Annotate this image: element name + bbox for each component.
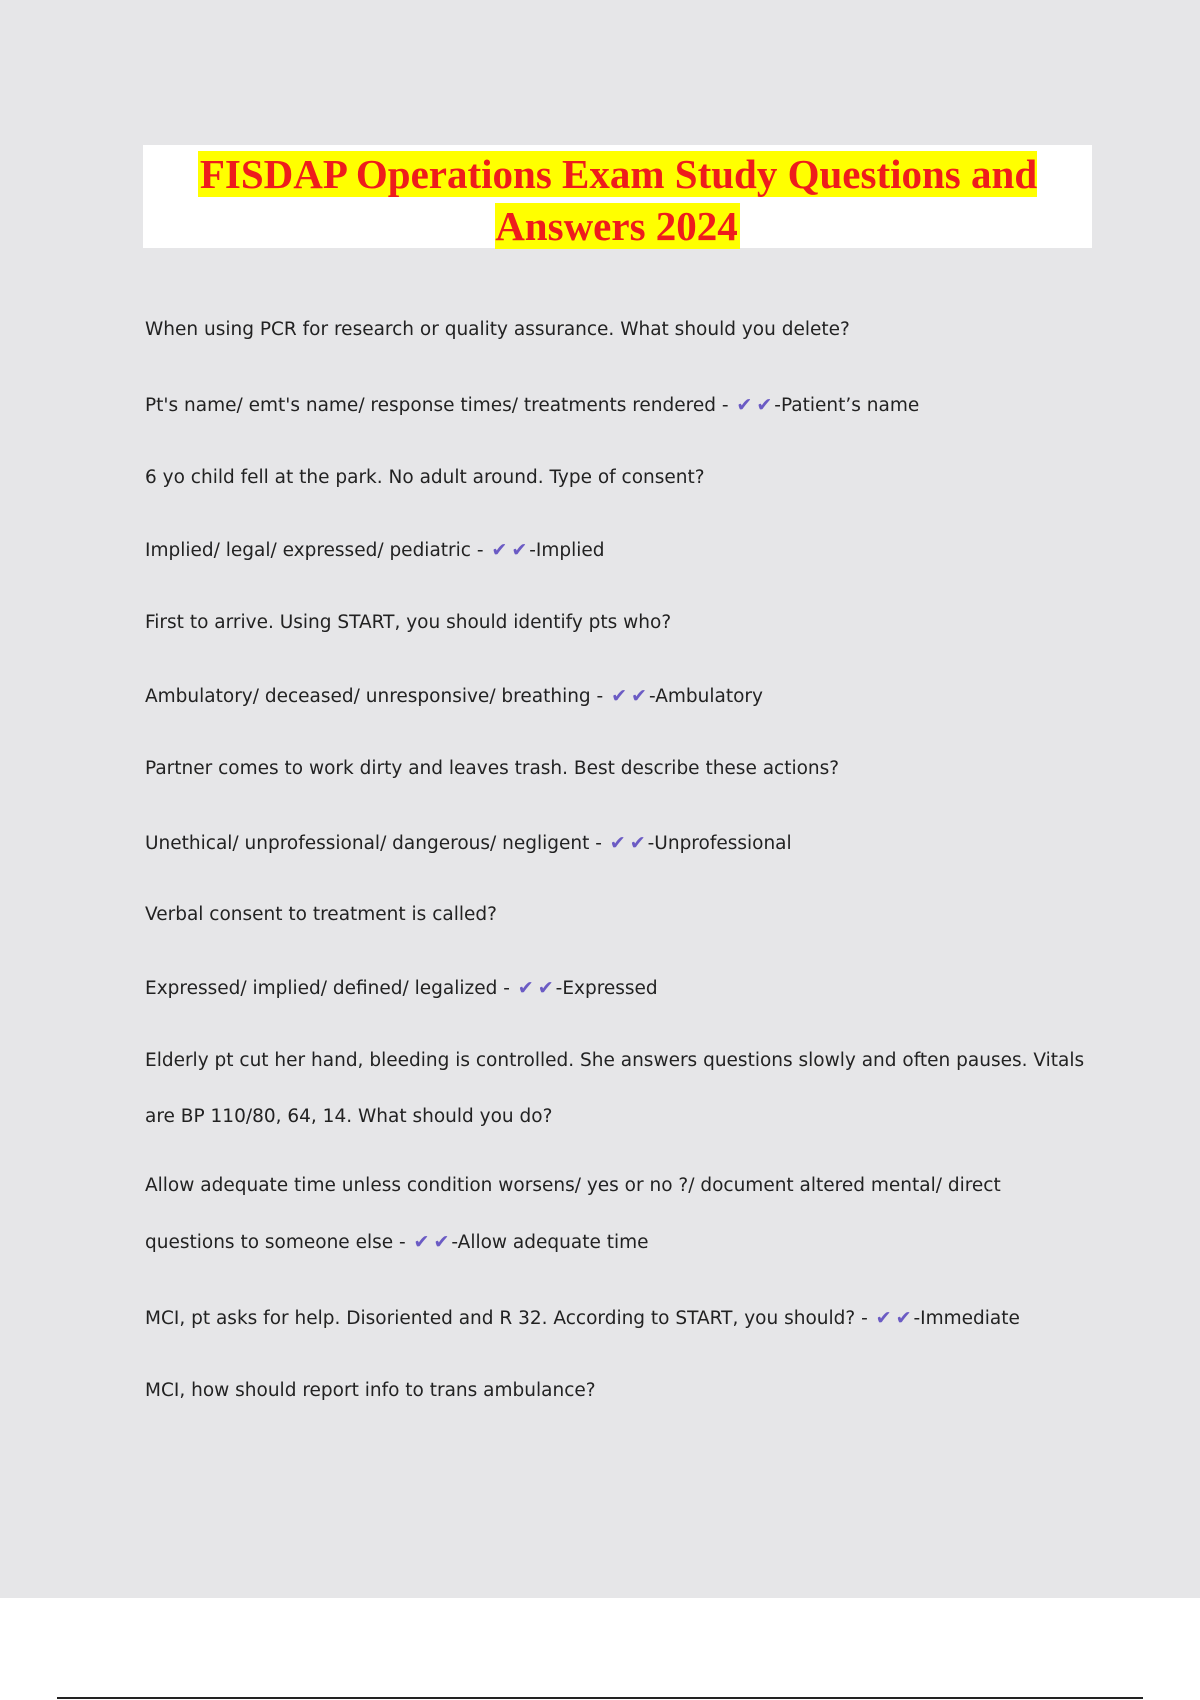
answer-text: -Implied	[529, 540, 605, 561]
answer-text: -Allow adequate time	[451, 1232, 649, 1253]
footer-divider	[57, 1697, 1143, 1699]
page-title: FISDAP Operations Exam Study Questions and Answers 2024	[199, 151, 1038, 249]
checkmark-icon: ✔	[611, 685, 628, 707]
answer-text: -Ambulatory	[648, 686, 763, 707]
question-4: Partner comes to work dirty and leaves trash. Best describe these actions?	[145, 758, 840, 779]
answer-options: Unethical/ unprofessional/ dangerous/ negligent -	[145, 833, 608, 854]
checkmark-icon: ✔	[413, 1231, 430, 1253]
question-3: First to arrive. Using START, you should identify pts who?	[145, 612, 672, 633]
checkmark-icon: ✔	[491, 539, 508, 561]
checkmark-icon: ✔	[756, 394, 773, 416]
answer-text: -Patient’s name	[774, 395, 920, 416]
checkmark-icon: ✔	[537, 977, 554, 999]
answer-4	[145, 833, 792, 854]
answer-options: Allow adequate time unless condition worsens/ yes or no ?/ document altered mental/ direct questions to someone else -	[145, 1175, 1001, 1253]
answer-2	[145, 540, 605, 561]
checkmark-icon: ✔	[736, 394, 753, 416]
answer-text: -Unprofessional	[647, 833, 792, 854]
checkmark-icon: ✔	[433, 1231, 450, 1253]
answer-6	[145, 1158, 1095, 1271]
question-7	[145, 1308, 1020, 1329]
answer-text: -Immediate	[913, 1308, 1020, 1329]
checkmark-icon: ✔	[875, 1307, 892, 1329]
checkmark-icon: ✔	[511, 539, 528, 561]
question-6: Elderly pt cut her hand, bleeding is controlled. She answers questions slowly and often pauses. Vitals are BP 110/80, 64, 14. What should you do?	[145, 1050, 1085, 1127]
checkmark-icon: ✔	[609, 832, 626, 854]
checkmark-icon: ✔	[895, 1307, 912, 1329]
answer-options: Pt's name/ emt's name/ response times/ treatments rendered -	[145, 395, 735, 416]
checkmark-icon: ✔	[631, 685, 647, 707]
answer-5	[145, 978, 658, 999]
answer-3	[145, 686, 763, 707]
answer-options: MCI, pt asks for help. Disoriented and R 32. According to START, you should? -	[145, 1308, 874, 1329]
answer-options: Implied/ legal/ expressed/ pediatric -	[145, 540, 490, 561]
question-1: When using PCR for research or quality assurance. What should you delete?	[145, 319, 850, 340]
question-2: 6 yo child fell at the park. No adult around. Type of consent?	[145, 467, 705, 488]
answer-options: Expressed/ implied/ defined/ legalized -	[145, 978, 516, 999]
title-box	[143, 145, 1092, 248]
answer-1	[145, 395, 919, 416]
question-8: MCI, how should report info to trans ambulance?	[145, 1380, 596, 1401]
question-5: Verbal consent to treatment is called?	[145, 904, 497, 925]
answer-text: -Expressed	[555, 978, 658, 999]
checkmark-icon: ✔	[629, 832, 646, 854]
checkmark-icon: ✔	[517, 977, 534, 999]
answer-options: Ambulatory/ deceased/ unresponsive/ breathing -	[145, 686, 610, 707]
